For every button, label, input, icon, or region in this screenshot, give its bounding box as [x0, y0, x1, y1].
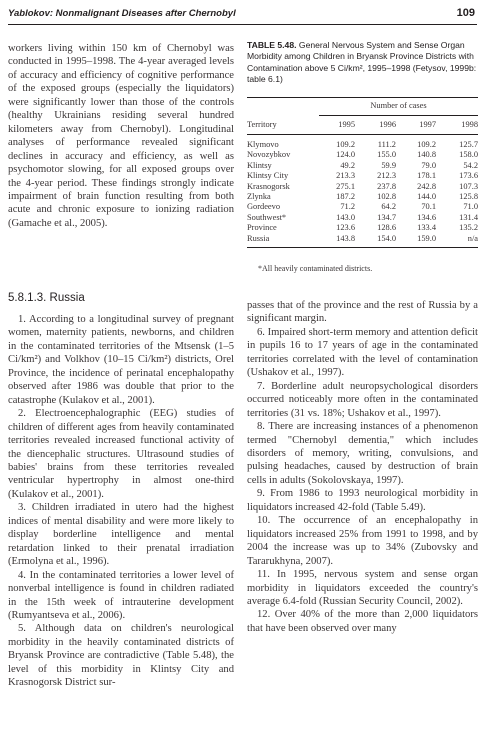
territory-cell: Province — [247, 223, 277, 233]
table-row — [247, 171, 478, 181]
value-cell: 124.0 — [336, 150, 355, 160]
value-cell: 178.1 — [417, 171, 436, 181]
value-cell: 134.7 — [377, 212, 396, 222]
value-cell: 187.2 — [336, 192, 355, 202]
value-cell: n/a — [436, 234, 478, 248]
table-row — [247, 161, 478, 171]
value-cell: 123.6 — [336, 223, 355, 233]
table-row — [247, 202, 478, 212]
value-cell: 107.3 — [459, 181, 478, 191]
running-title: Yablokov: Nonmalignant Diseases after Chernobyl — [8, 8, 236, 19]
page-number: 109 — [456, 7, 475, 19]
value-cell: 212.3 — [377, 171, 396, 181]
table-caption — [247, 40, 478, 86]
value-cell: 111.2 — [377, 140, 396, 149]
value-cell: 64.2 — [381, 202, 396, 212]
table-row — [247, 192, 478, 202]
value-cell: 154.0 — [355, 234, 396, 248]
left-column-body — [8, 313, 234, 690]
paragraph: passes that of the province and the rest of Russia by a significant margin. — [247, 300, 478, 325]
table-title: General Nervous System and Sense Organ Morbidity among Children in Bryansk Province Districts with Contamination above 5 Ci/km², 1995–1998 (Fetysov, 1999b: table 6.1) — [247, 40, 477, 85]
value-cell: 54.2 — [463, 160, 478, 170]
value-cell: 49.2 — [340, 160, 355, 170]
number-of-cases-header: Number of cases — [319, 98, 478, 116]
morbidity-table — [247, 97, 478, 248]
year-header: 1996 — [355, 116, 396, 135]
paragraph: 11. In 1995, nervous system and sense organ morbidity in liquidators exceeded the country's average 6.4-fold (Russian Security Council, 2002). — [247, 569, 478, 607]
paragraph: 2. Electroencephalographic (EEG) studies of children of different ages from heavily contaminated territories revealed increased functional activity of the diencephalic structures. Ultrasound studies of babies' brains from these territories revealed ventricular hypertrophy in almost one-third (Kulakov et al., 2001). — [8, 408, 234, 500]
value-cell: 140.8 — [417, 150, 436, 160]
right-column-body — [247, 299, 478, 635]
value-cell: 125.8 — [459, 192, 478, 202]
value-cell: 71.0 — [463, 202, 478, 212]
territory-cell: Zlynka — [247, 192, 271, 202]
table-row — [247, 213, 478, 223]
running-header — [8, 8, 477, 25]
left-column-top — [8, 42, 234, 230]
value-cell: 143.8 — [319, 234, 355, 248]
value-cell: 242.8 — [417, 181, 436, 191]
value-cell: 144.0 — [417, 192, 436, 202]
value-cell: 135.2 — [459, 223, 478, 233]
value-cell: 143.0 — [336, 212, 355, 222]
year-header: 1997 — [396, 116, 436, 135]
table-label: TABLE 5.48. — [247, 40, 297, 50]
territory-cell: Klymovo — [247, 140, 279, 149]
territory-cell: Klintsy City — [247, 171, 289, 181]
table-row — [247, 234, 478, 248]
territory-cell: Klintsy — [247, 160, 272, 170]
territory-column-header: Territory — [247, 116, 319, 135]
value-cell: 131.4 — [459, 212, 478, 222]
table-row — [247, 182, 478, 192]
value-cell: 70.1 — [421, 202, 436, 212]
value-cell: 155.0 — [377, 150, 396, 160]
value-cell: 213.3 — [336, 171, 355, 181]
value-cell: 109.2 — [336, 140, 355, 149]
table-row — [247, 150, 478, 160]
paragraph: workers living within 150 km of Chernobyl was conducted in 1995–1998. The 4-year averaged levels of accuracy and efficiency of cognitive performance of the exposed groups (especially the liquidators) were significantly lower than those of the controls (healthy Ukrainians residing several hundred kilometers away from Chernobyl). Longitudinal analyses of performance revealed significant declines in accuracy and efficiency, as well as psychomotor slowing, for all exposed groups over the 4-year period. These findings strongly indicate impairment of brain function resulting from both acute and chronic exposure to ionizing radiation (Gamache et al., 2005). — [8, 43, 234, 229]
paragraph: 6. Impaired short-term memory and attention deficit in pupils 16 to 17 years of age in the contaminated territories correlated with the level of contamination (Ushakov et al., 1997). — [247, 326, 478, 379]
territory-cell: Gordeevo — [247, 202, 281, 212]
paragraph: 9. From 1986 to 1993 neurological morbidity in liquidators increased 42-fold (Table 5.49). — [247, 488, 478, 513]
value-cell: 102.8 — [377, 192, 396, 202]
territory-cell: Southwest* — [247, 212, 287, 222]
value-cell: 128.6 — [377, 223, 396, 233]
value-cell: 134.6 — [417, 212, 436, 222]
value-cell: 59.9 — [381, 160, 396, 170]
value-cell: 109.2 — [417, 140, 436, 149]
paragraph: 5. Although data on children's neurological morbidity in the heavily contaminated districts of Bryansk Province are contradictive (Table 5.48), the level of this morbidity in Klintsy City and Krasnogorsk District sur- — [8, 623, 234, 689]
value-cell: 173.6 — [459, 171, 478, 181]
table-row — [247, 223, 478, 233]
value-cell: 275.1 — [336, 181, 355, 191]
paragraph: 8. There are increasing instances of a phenomenon termed "Chernobyl dementia," which includes disorders of memory, writing, convulsions, and pulsing headaches, caused by destruction of brain cells in adults (Sokolovskaya, 1997). — [247, 421, 478, 486]
value-cell: 79.0 — [421, 160, 436, 170]
value-cell: 158.0 — [459, 150, 478, 160]
table-footnote: *All heavily contaminated districts. — [258, 264, 373, 273]
territory-cell: Novozybkov — [247, 150, 291, 160]
paragraph: 12. Over 40% of the more than 2,000 liquidators that have been observed over many — [247, 609, 478, 634]
value-cell: 125.7 — [459, 140, 478, 149]
paragraph: 7. Borderline adult neuropsychological disorders occurred noticeably more often in the contaminated territories (31 vs. 18%; Ushakov et al., 1997). — [247, 380, 478, 419]
table-row — [247, 135, 478, 151]
paragraph: 4. In the contaminated territories a lower level of nonverbal intelligence is found in children radiated in the 15th week of intrauterine development (Rumyantseva et al., 2006). — [8, 569, 234, 621]
paragraph: 10. The occurrence of an encephalopathy in liquidators increased 25% from 1991 to 1998, and by 2004 the increase was up to 34% (Zubovsky and Tararukhyna, 2007). — [247, 515, 478, 567]
section-heading: 5.8.1.3. Russia — [8, 292, 85, 304]
paragraph: 3. Children irradiated in utero had the highest indices of mental disability and were more likely to display borderline intelligence and mental retardation linked to their prenatal irradiation (Ermolyna et al., 1996). — [8, 502, 234, 568]
paragraph: 1. According to a longitudinal survey of pregnant women, maternity patients, newborns, and children in the contaminated territories of the Mtsensk (1–5 Ci/km²) and Volkhov (10–15 Ci/km²) districts, Orel Province, the incidence of perinatal encephalopathy observed after 1986 was double that prior to the catastrophe (Kulakov et al., 2001). — [8, 314, 234, 406]
value-cell: 237.8 — [377, 181, 396, 191]
territory-cell: Krasnogorsk — [247, 181, 290, 191]
value-cell: 133.4 — [417, 223, 436, 233]
year-header: 1998 — [436, 116, 478, 135]
value-cell: 159.0 — [396, 234, 436, 248]
territory-cell: Russia — [247, 234, 319, 248]
value-cell: 71.2 — [340, 202, 355, 212]
year-header: 1995 — [319, 116, 355, 135]
